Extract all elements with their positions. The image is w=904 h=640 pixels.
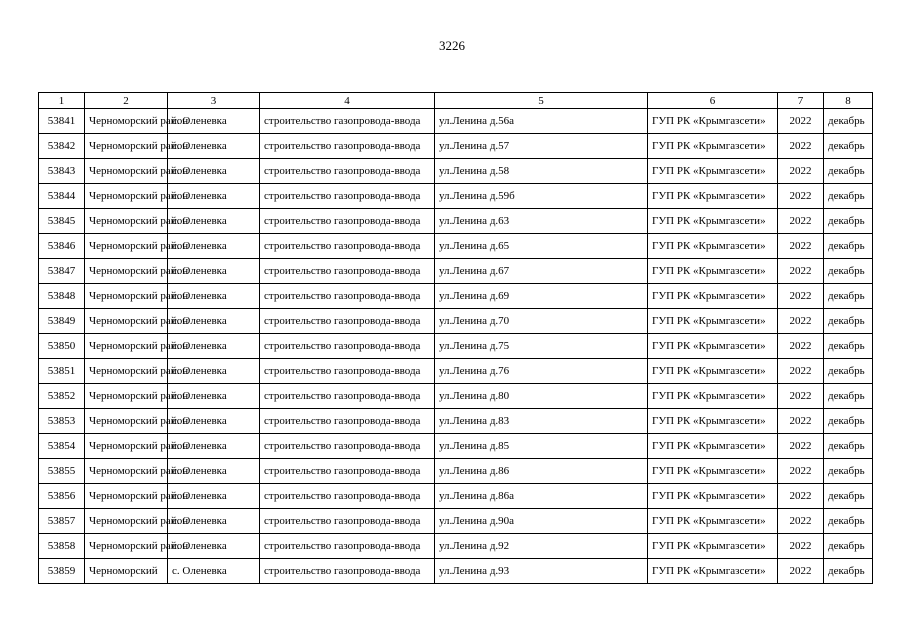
address-cell: ул.Ленина д.83 xyxy=(435,409,648,434)
settlement-cell: с. Оленевка xyxy=(168,309,260,334)
column-header: 6 xyxy=(648,93,778,109)
table-row xyxy=(39,109,873,134)
organization-cell: ГУП РК «Крымгазсети» xyxy=(648,534,778,559)
month-cell: декабрь xyxy=(824,109,873,134)
year-cell: 2022 xyxy=(778,509,824,534)
organization-cell: ГУП РК «Крымгазсети» xyxy=(648,459,778,484)
month-cell: декабрь xyxy=(824,534,873,559)
table-body xyxy=(39,109,873,584)
work-type-cell: строительство газопровода-ввода xyxy=(260,284,435,309)
year-cell: 2022 xyxy=(778,309,824,334)
settlement-cell: с. Оленевка xyxy=(168,159,260,184)
settlement-cell: с. Оленевка xyxy=(168,334,260,359)
table-row xyxy=(39,484,873,509)
settlement-cell: с. Оленевка xyxy=(168,184,260,209)
organization-cell: ГУП РК «Крымгазсети» xyxy=(648,509,778,534)
region-cell: Черноморский район xyxy=(85,284,168,309)
region-cell: Черноморский район xyxy=(85,134,168,159)
month-cell: декабрь xyxy=(824,159,873,184)
address-cell: ул.Ленина д.57 xyxy=(435,134,648,159)
organization-cell: ГУП РК «Крымгазсети» xyxy=(648,409,778,434)
address-cell: ул.Ленина д.86а xyxy=(435,484,648,509)
row-number: 53848 xyxy=(39,284,85,309)
address-cell: ул.Ленина д.67 xyxy=(435,259,648,284)
column-header: 3 xyxy=(168,93,260,109)
settlement-cell: с. Оленевка xyxy=(168,434,260,459)
row-number: 53846 xyxy=(39,234,85,259)
region-cell: Черноморский район xyxy=(85,259,168,284)
address-cell: ул.Ленина д.63 xyxy=(435,209,648,234)
region-cell: Черноморский район xyxy=(85,359,168,384)
organization-cell: ГУП РК «Крымгазсети» xyxy=(648,384,778,409)
row-number: 53844 xyxy=(39,184,85,209)
table-row xyxy=(39,409,873,434)
month-cell: декабрь xyxy=(824,459,873,484)
address-cell: ул.Ленина д.93 xyxy=(435,559,648,584)
address-cell: ул.Ленина д.80 xyxy=(435,384,648,409)
address-cell: ул.Ленина д.59б xyxy=(435,184,648,209)
address-cell: ул.Ленина д.92 xyxy=(435,534,648,559)
column-header: 1 xyxy=(39,93,85,109)
column-header: 8 xyxy=(824,93,873,109)
table-row xyxy=(39,209,873,234)
row-number: 53852 xyxy=(39,384,85,409)
work-type-cell: строительство газопровода-ввода xyxy=(260,409,435,434)
table-row xyxy=(39,159,873,184)
work-type-cell: строительство газопровода-ввода xyxy=(260,434,435,459)
organization-cell: ГУП РК «Крымгазсети» xyxy=(648,559,778,584)
region-cell: Черноморский район xyxy=(85,409,168,434)
table-row xyxy=(39,284,873,309)
address-cell: ул.Ленина д.90а xyxy=(435,509,648,534)
year-cell: 2022 xyxy=(778,359,824,384)
year-cell: 2022 xyxy=(778,284,824,309)
address-cell: ул.Ленина д.86 xyxy=(435,459,648,484)
month-cell: декабрь xyxy=(824,509,873,534)
table-row xyxy=(39,184,873,209)
region-cell: Черноморский район xyxy=(85,209,168,234)
organization-cell: ГУП РК «Крымгазсети» xyxy=(648,184,778,209)
year-cell: 2022 xyxy=(778,209,824,234)
work-type-cell: строительство газопровода-ввода xyxy=(260,159,435,184)
settlement-cell: с. Оленевка xyxy=(168,134,260,159)
table-row xyxy=(39,559,873,584)
month-cell: декабрь xyxy=(824,359,873,384)
settlement-cell: с. Оленевка xyxy=(168,459,260,484)
settlement-cell: с. Оленевка xyxy=(168,534,260,559)
address-cell: ул.Ленина д.75 xyxy=(435,334,648,359)
organization-cell: ГУП РК «Крымгазсети» xyxy=(648,309,778,334)
row-number: 53842 xyxy=(39,134,85,159)
settlement-cell: с. Оленевка xyxy=(168,384,260,409)
settlement-cell: с. Оленевка xyxy=(168,509,260,534)
organization-cell: ГУП РК «Крымгазсети» xyxy=(648,234,778,259)
year-cell: 2022 xyxy=(778,134,824,159)
row-number: 53849 xyxy=(39,309,85,334)
region-cell: Черноморский район xyxy=(85,109,168,134)
work-type-cell: строительство газопровода-ввода xyxy=(260,109,435,134)
address-cell: ул.Ленина д.56а xyxy=(435,109,648,134)
month-cell: декабрь xyxy=(824,134,873,159)
month-cell: декабрь xyxy=(824,334,873,359)
region-cell: Черноморский район xyxy=(85,534,168,559)
row-number: 53851 xyxy=(39,359,85,384)
month-cell: декабрь xyxy=(824,259,873,284)
table-row xyxy=(39,459,873,484)
work-type-cell: строительство газопровода-ввода xyxy=(260,559,435,584)
organization-cell: ГУП РК «Крымгазсети» xyxy=(648,159,778,184)
work-type-cell: строительство газопровода-ввода xyxy=(260,484,435,509)
address-cell: ул.Ленина д.65 xyxy=(435,234,648,259)
row-number: 53858 xyxy=(39,534,85,559)
region-cell: Черноморский район xyxy=(85,234,168,259)
organization-cell: ГУП РК «Крымгазсети» xyxy=(648,284,778,309)
year-cell: 2022 xyxy=(778,259,824,284)
settlement-cell: с. Оленевка xyxy=(168,259,260,284)
column-header: 5 xyxy=(435,93,648,109)
row-number: 53845 xyxy=(39,209,85,234)
table-row xyxy=(39,509,873,534)
table-row xyxy=(39,259,873,284)
work-type-cell: строительство газопровода-ввода xyxy=(260,534,435,559)
region-cell: Черноморский район xyxy=(85,459,168,484)
address-cell: ул.Ленина д.69 xyxy=(435,284,648,309)
table-row xyxy=(39,434,873,459)
registry-table xyxy=(38,92,873,584)
region-cell: Черноморский район xyxy=(85,434,168,459)
month-cell: декабрь xyxy=(824,184,873,209)
year-cell: 2022 xyxy=(778,334,824,359)
year-cell: 2022 xyxy=(778,534,824,559)
year-cell: 2022 xyxy=(778,234,824,259)
month-cell: декабрь xyxy=(824,209,873,234)
organization-cell: ГУП РК «Крымгазсети» xyxy=(648,434,778,459)
work-type-cell: строительство газопровода-ввода xyxy=(260,509,435,534)
row-number: 53843 xyxy=(39,159,85,184)
table-row xyxy=(39,134,873,159)
organization-cell: ГУП РК «Крымгазсети» xyxy=(648,259,778,284)
year-cell: 2022 xyxy=(778,384,824,409)
organization-cell: ГУП РК «Крымгазсети» xyxy=(648,109,778,134)
row-number: 53847 xyxy=(39,259,85,284)
column-header: 2 xyxy=(85,93,168,109)
year-cell: 2022 xyxy=(778,434,824,459)
month-cell: декабрь xyxy=(824,409,873,434)
year-cell: 2022 xyxy=(778,109,824,134)
table-header xyxy=(39,93,873,109)
region-cell: Черноморский район xyxy=(85,184,168,209)
table-row xyxy=(39,234,873,259)
row-number: 53841 xyxy=(39,109,85,134)
organization-cell: ГУП РК «Крымгазсети» xyxy=(648,359,778,384)
work-type-cell: строительство газопровода-ввода xyxy=(260,209,435,234)
region-cell: Черноморский район xyxy=(85,309,168,334)
row-number: 53853 xyxy=(39,409,85,434)
region-cell: Черноморский район xyxy=(85,334,168,359)
work-type-cell: строительство газопровода-ввода xyxy=(260,259,435,284)
header-row xyxy=(39,93,873,109)
table-row xyxy=(39,384,873,409)
row-number: 53854 xyxy=(39,434,85,459)
year-cell: 2022 xyxy=(778,559,824,584)
row-number: 53856 xyxy=(39,484,85,509)
settlement-cell: с. Оленевка xyxy=(168,409,260,434)
work-type-cell: строительство газопровода-ввода xyxy=(260,234,435,259)
settlement-cell: с. Оленевка xyxy=(168,484,260,509)
region-cell: Черноморский район xyxy=(85,384,168,409)
page-number: 3226 xyxy=(439,38,465,53)
month-cell: декабрь xyxy=(824,309,873,334)
address-cell: ул.Ленина д.85 xyxy=(435,434,648,459)
row-number: 53857 xyxy=(39,509,85,534)
address-cell: ул.Ленина д.58 xyxy=(435,159,648,184)
month-cell: декабрь xyxy=(824,484,873,509)
region-cell: Черноморский xyxy=(85,559,168,584)
settlement-cell: с. Оленевка xyxy=(168,284,260,309)
work-type-cell: строительство газопровода-ввода xyxy=(260,334,435,359)
settlement-cell: с. Оленевка xyxy=(168,234,260,259)
settlement-cell: с. Оленевка xyxy=(168,209,260,234)
organization-cell: ГУП РК «Крымгазсети» xyxy=(648,209,778,234)
year-cell: 2022 xyxy=(778,159,824,184)
row-number: 53850 xyxy=(39,334,85,359)
work-type-cell: строительство газопровода-ввода xyxy=(260,134,435,159)
address-cell: ул.Ленина д.76 xyxy=(435,359,648,384)
column-header: 4 xyxy=(260,93,435,109)
row-number: 53855 xyxy=(39,459,85,484)
month-cell: декабрь xyxy=(824,384,873,409)
organization-cell: ГУП РК «Крымгазсети» xyxy=(648,484,778,509)
row-number: 53859 xyxy=(39,559,85,584)
column-header: 7 xyxy=(778,93,824,109)
work-type-cell: строительство газопровода-ввода xyxy=(260,384,435,409)
work-type-cell: строительство газопровода-ввода xyxy=(260,309,435,334)
table-row xyxy=(39,534,873,559)
region-cell: Черноморский район xyxy=(85,159,168,184)
address-cell: ул.Ленина д.70 xyxy=(435,309,648,334)
table-row xyxy=(39,309,873,334)
work-type-cell: строительство газопровода-ввода xyxy=(260,359,435,384)
region-cell: Черноморский район xyxy=(85,509,168,534)
month-cell: декабрь xyxy=(824,434,873,459)
work-type-cell: строительство газопровода-ввода xyxy=(260,459,435,484)
table-row xyxy=(39,359,873,384)
year-cell: 2022 xyxy=(778,184,824,209)
month-cell: декабрь xyxy=(824,234,873,259)
year-cell: 2022 xyxy=(778,459,824,484)
work-type-cell: строительство газопровода-ввода xyxy=(260,184,435,209)
organization-cell: ГУП РК «Крымгазсети» xyxy=(648,334,778,359)
organization-cell: ГУП РК «Крымгазсети» xyxy=(648,134,778,159)
table-row xyxy=(39,334,873,359)
settlement-cell: с. Оленевка xyxy=(168,359,260,384)
month-cell: декабрь xyxy=(824,559,873,584)
region-cell: Черноморский район xyxy=(85,484,168,509)
month-cell: декабрь xyxy=(824,284,873,309)
settlement-cell: с. Оленевка xyxy=(168,109,260,134)
year-cell: 2022 xyxy=(778,484,824,509)
year-cell: 2022 xyxy=(778,409,824,434)
settlement-cell: с. Оленевка xyxy=(168,559,260,584)
